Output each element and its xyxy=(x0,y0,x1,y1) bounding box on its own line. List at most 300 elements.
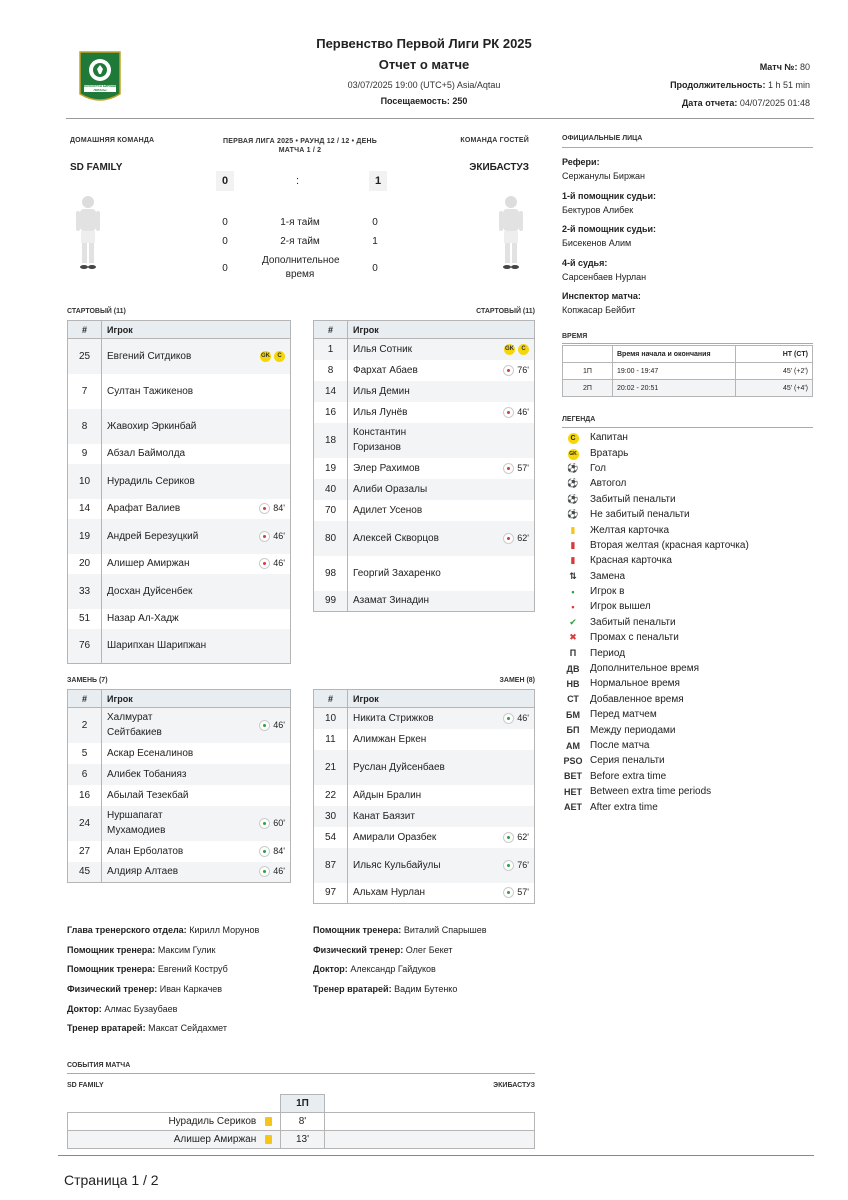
legend-item xyxy=(562,676,813,691)
events-col-period: 1П xyxy=(281,1095,325,1113)
event-minute: 13' xyxy=(281,1131,325,1149)
player-name: Арафат Валиев xyxy=(107,503,181,514)
player-cell xyxy=(102,464,291,499)
table-row xyxy=(68,862,291,883)
player-number: 8 xyxy=(314,360,348,381)
report-date-value: 04/07/2025 01:48 xyxy=(739,98,810,108)
player-number: 97 xyxy=(314,883,348,904)
player-name: Георгий Захаренко xyxy=(353,567,441,579)
player-cell xyxy=(348,500,535,521)
staff-role: Тренер вратарей: xyxy=(67,1023,146,1034)
sub-in-minute: 46' xyxy=(273,866,285,877)
legend-symbol-icon: PSO xyxy=(563,755,583,766)
player-name: Андрей Березуцкий xyxy=(107,530,199,542)
player-events xyxy=(503,461,529,476)
table-row xyxy=(68,499,291,519)
col-player: Игрок xyxy=(348,321,535,339)
legend-symbol-icon: БП xyxy=(566,725,580,736)
player-name: Альхам Нурлан xyxy=(353,887,426,899)
player-name: Нурадиль Сериков xyxy=(107,475,195,487)
half-row-1 xyxy=(210,212,390,232)
legend-item xyxy=(562,630,813,645)
legend-icon xyxy=(562,494,584,505)
player-name: Жавохир Эркинбай xyxy=(107,420,197,432)
player-events xyxy=(503,531,529,546)
legend-label: Капитан xyxy=(590,432,628,444)
time-times: 20:02 - 20:51 xyxy=(613,380,736,397)
player-events xyxy=(259,864,285,879)
sub-out-minute: 57' xyxy=(517,462,529,473)
official-entry xyxy=(562,222,813,256)
away-subs-table xyxy=(313,689,535,904)
legend-label: Период xyxy=(590,647,626,659)
player-name: Илья Лунёв xyxy=(353,406,408,418)
legend-label: После матча xyxy=(590,740,650,751)
time-table xyxy=(562,345,813,397)
legend-item xyxy=(562,538,813,553)
legend-label: Between extra time periods xyxy=(590,786,712,798)
legend-icon xyxy=(562,710,584,720)
legend-item xyxy=(562,599,813,614)
legend-heading: ЛЕГЕНДА xyxy=(562,416,596,423)
yellow-card-icon xyxy=(265,1117,272,1126)
player-events xyxy=(259,718,285,733)
table-row xyxy=(68,629,291,664)
table-row xyxy=(314,381,535,402)
home-team-name: SD FAMILY xyxy=(70,162,123,173)
home-starting-caption: СТАРТОВЫЙ (11) xyxy=(67,308,126,315)
away-team-name: ЭКИБАСТУЗ xyxy=(469,162,529,173)
player-cell xyxy=(102,574,291,609)
legend-label: Автогол xyxy=(590,478,627,490)
legend-label: After extra time xyxy=(590,801,658,813)
player-cell xyxy=(102,764,291,785)
sub-in-minute: 84' xyxy=(273,845,285,856)
legend-label: Серия пенальти xyxy=(590,755,665,767)
staff-role: Помощник тренера: xyxy=(313,925,402,935)
legend-symbol-icon: AET xyxy=(564,802,582,813)
table-row xyxy=(68,444,291,464)
sub-in-minute: 57' xyxy=(517,887,529,898)
legend-item xyxy=(562,445,813,460)
captain-badge-icon: C xyxy=(518,344,529,355)
round-line-1: ПЕРВАЯ ЛИГА 2025 • РАУНД 12 / 12 • ДЕНЬ xyxy=(223,138,377,145)
legend-item xyxy=(562,507,813,522)
duration-label: Продолжительность: xyxy=(670,80,766,90)
col-player: Игрок xyxy=(102,321,291,339)
player-events xyxy=(503,363,529,378)
halves-breakdown xyxy=(210,212,390,285)
player-cell xyxy=(348,360,535,381)
legend-symbol-icon: ⚽ xyxy=(567,462,579,473)
staff-entry xyxy=(313,964,553,984)
staff-entry xyxy=(67,1004,307,1024)
legend-symbol-icon: • xyxy=(571,586,575,597)
player-cell xyxy=(102,409,291,444)
legend-item xyxy=(562,753,813,768)
official-name: Бектуров Алибек xyxy=(562,204,634,215)
duration-value: 1 h 51 min xyxy=(767,80,810,90)
staff-name: Олег Бекет xyxy=(405,944,453,955)
player-number: 20 xyxy=(68,554,102,574)
legend-symbol-icon: C xyxy=(568,433,579,444)
table-row xyxy=(314,806,535,827)
legend-label: Добавленное время xyxy=(590,693,684,705)
legend-icon xyxy=(562,555,584,566)
half-1-home: 0 xyxy=(222,216,228,228)
table-row xyxy=(68,609,291,629)
staff-role: Глава тренерского отдела: xyxy=(67,925,187,935)
staff-entry xyxy=(67,984,307,1004)
table-row xyxy=(314,750,535,785)
player-out-icon xyxy=(503,407,514,418)
legend-symbol-icon: BET xyxy=(564,771,582,782)
player-number: 21 xyxy=(314,750,348,785)
player-cell xyxy=(102,841,291,862)
table-row xyxy=(314,785,535,806)
event-away-cell xyxy=(325,1113,535,1131)
staff-role: Доктор: xyxy=(67,1003,102,1014)
official-name: Сарсенбаев Нурлан xyxy=(562,271,647,282)
header-divider xyxy=(66,118,814,119)
legend-icon xyxy=(562,632,584,643)
away-starting-table xyxy=(313,320,535,612)
legend-item xyxy=(562,492,813,507)
legend-symbol-icon: • xyxy=(571,601,575,612)
player-name: Элер Рахимов xyxy=(353,462,420,474)
official-name: Серж​анулы Биржан xyxy=(562,171,645,181)
legend-symbol-icon: СТ xyxy=(567,694,579,705)
half-1-away: 0 xyxy=(372,216,378,228)
legend-label: Замена xyxy=(590,570,626,582)
table-row xyxy=(314,339,535,360)
event-home-cell xyxy=(68,1113,281,1131)
player-cell xyxy=(348,381,535,402)
player-name: Никита Стрижков xyxy=(353,712,434,724)
legend-label: Гол xyxy=(590,462,606,474)
legend-symbol-icon: ⚽ xyxy=(567,478,579,489)
away-starting-caption: СТАРТОВЫЙ (11) xyxy=(476,308,535,315)
legend-icon xyxy=(562,587,584,597)
player-name: Евгений Ситдиков xyxy=(107,350,192,362)
events-col-away xyxy=(325,1095,535,1113)
legend-icon xyxy=(562,694,584,704)
legend-symbol-icon: ▮ xyxy=(570,555,576,566)
player-out-icon xyxy=(503,533,514,544)
staff-entry xyxy=(313,945,553,965)
player-number: 10 xyxy=(314,708,348,729)
legend-symbol-icon: БМ xyxy=(566,709,580,720)
home-staff-list xyxy=(67,925,307,1043)
table-row xyxy=(314,458,535,479)
legend-icon xyxy=(562,525,584,536)
legend-symbol-icon: ДВ xyxy=(566,663,580,674)
officials-divider xyxy=(562,147,813,148)
col-number: # xyxy=(68,321,102,339)
table-row xyxy=(68,339,291,374)
player-number: 80 xyxy=(314,521,348,556)
legend-icon xyxy=(562,617,584,628)
player-name: Константин Горизанов xyxy=(353,427,407,453)
player-cell xyxy=(102,806,291,841)
legend-label: Желтая карточка xyxy=(590,524,670,536)
player-name: Абылай Тезекбай xyxy=(107,789,189,801)
table-row xyxy=(314,423,535,458)
player-cell xyxy=(348,708,535,729)
sub-out-minute: 46' xyxy=(273,558,285,568)
player-events xyxy=(503,405,529,420)
yellow-card-icon xyxy=(265,1135,272,1144)
legend-icon xyxy=(562,447,584,460)
legend-icon xyxy=(562,478,584,489)
staff-role: Физический тренер: xyxy=(67,984,158,995)
home-subs-table xyxy=(67,689,291,883)
staff-name: Александр Гайдуков xyxy=(350,964,436,975)
legend-icon xyxy=(562,787,584,797)
legend-item xyxy=(562,645,813,660)
attendance-value: 250 xyxy=(452,96,468,106)
table-row xyxy=(68,785,291,806)
legend-symbol-icon: HET xyxy=(564,786,582,797)
legend-item xyxy=(562,553,813,568)
table-row xyxy=(68,841,291,862)
player-cell xyxy=(102,743,291,764)
legend-label: Промах с пенальти xyxy=(590,632,679,644)
time-period: 1П xyxy=(563,363,613,380)
officials-heading: ОФИЦИАЛЬНЫЕ ЛИЦА xyxy=(562,135,643,142)
player-number: 27 xyxy=(68,841,102,862)
player-cell xyxy=(102,499,291,519)
player-out-icon xyxy=(503,365,514,376)
sub-in-minute: 62' xyxy=(517,831,529,842)
table-row xyxy=(314,729,535,750)
score-separator: : xyxy=(296,175,300,187)
staff-entry xyxy=(67,925,307,945)
player-cell xyxy=(348,423,535,458)
player-name: Алдияр Алтаев xyxy=(107,866,179,878)
official-role: 4-й судья: xyxy=(562,257,608,268)
legend-label: Нормальное время xyxy=(590,678,680,690)
player-name: Азамат Зинадин xyxy=(353,595,430,607)
round-caption xyxy=(210,137,390,155)
home-starting-table xyxy=(67,320,291,664)
player-cell xyxy=(348,521,535,556)
player-in-icon xyxy=(503,860,514,871)
col-number: # xyxy=(68,690,102,708)
legend-label: Забитый пенальти xyxy=(590,493,676,505)
player-cell xyxy=(102,374,291,409)
legend-symbol-icon: ⚽ xyxy=(567,493,579,504)
player-in-icon xyxy=(259,818,270,829)
player-cell xyxy=(348,785,535,806)
player-cell xyxy=(348,827,535,848)
player-number: 87 xyxy=(314,848,348,883)
table-row xyxy=(68,464,291,499)
player-number: 99 xyxy=(314,591,348,612)
time-col-times: Время начала и окончания xyxy=(613,346,736,363)
table-row xyxy=(68,708,291,743)
half-row-2 xyxy=(210,232,390,251)
attendance-label: Посещаемость: xyxy=(380,96,450,106)
legend-symbol-icon: П xyxy=(569,648,577,659)
home-player-figure-icon xyxy=(74,195,102,263)
extra-away: 0 xyxy=(372,262,378,274)
player-cell xyxy=(348,339,535,360)
player-name: Алибек Тобанияз xyxy=(107,768,187,780)
player-number: 30 xyxy=(314,806,348,827)
player-in-icon xyxy=(259,720,270,731)
legend-divider xyxy=(562,427,813,428)
player-events xyxy=(259,816,285,831)
time-heading: ВРЕМЯ xyxy=(562,333,588,340)
official-role: Инспектор матча: xyxy=(562,291,641,301)
player-out-icon xyxy=(259,558,270,569)
half-row-extra xyxy=(210,251,390,285)
staff-name: Алмас Бузаубаев xyxy=(104,1003,178,1014)
legend-item xyxy=(562,461,813,476)
player-name: Нуршапагат Мухамодиев xyxy=(107,810,166,836)
player-name: Султан Тажикенов xyxy=(107,385,194,397)
legend-icon xyxy=(562,648,584,658)
table-header-row xyxy=(68,321,291,339)
player-cell xyxy=(348,750,535,785)
player-number: 14 xyxy=(314,381,348,402)
player-cell xyxy=(348,806,535,827)
legend-item xyxy=(562,799,813,814)
player-events xyxy=(503,830,529,845)
legend-item xyxy=(562,584,813,599)
match-datetime: 03/07/2025 19:00 (UTC+5) Asia/Aqtau xyxy=(347,80,501,90)
table-row xyxy=(314,591,535,612)
player-name: Шарипхан Шарипжан xyxy=(107,640,207,652)
table-header-row xyxy=(314,321,535,339)
player-events xyxy=(259,844,285,859)
table-row xyxy=(68,806,291,841)
official-role: 1-й помощник судьи: xyxy=(562,190,657,201)
half-2-label: 2-я тайм xyxy=(280,236,320,247)
events-col-home xyxy=(68,1095,281,1113)
player-cell xyxy=(102,339,291,374)
away-subs-caption: ЗАМЕН (8) xyxy=(499,677,535,684)
event-row xyxy=(68,1131,535,1149)
captain-badge-icon: C xyxy=(274,351,285,362)
legend-label: Дополнительное время xyxy=(590,663,700,675)
staff-role: Помощник тренера: xyxy=(67,944,156,955)
event-away-cell xyxy=(325,1131,535,1149)
legend-label: Красная карточка xyxy=(590,555,672,567)
staff-name: Вадим Бутенко xyxy=(394,984,458,995)
table-row xyxy=(68,743,291,764)
events-divider xyxy=(67,1073,535,1074)
player-name: Аскар Есеналинов xyxy=(107,747,194,759)
legend-symbol-icon: ⇅ xyxy=(569,570,577,581)
legend-label: Не забитый пенальти xyxy=(590,509,690,521)
time-col-ht: HT (CT) xyxy=(736,346,813,363)
player-name: Абзал Баймолда xyxy=(107,448,186,459)
player-events xyxy=(504,344,529,355)
events-heading: СОБЫТИЯ МАТЧА xyxy=(67,1062,131,1069)
player-events xyxy=(503,858,529,873)
player-cell xyxy=(102,554,291,574)
legend-symbol-icon: GK xyxy=(568,449,579,460)
player-name: Алиби Оразалы xyxy=(353,483,428,495)
time-divider xyxy=(562,343,813,344)
legend-item xyxy=(562,722,813,737)
official-entry xyxy=(562,155,813,189)
legend-label: Забитый пенальти xyxy=(590,616,676,628)
legend-symbol-icon: ⚽ xyxy=(567,509,579,520)
table-row xyxy=(68,409,291,444)
player-events xyxy=(259,529,285,544)
player-events xyxy=(503,711,529,726)
legend-icon xyxy=(562,509,584,520)
player-number: 25 xyxy=(68,339,102,374)
staff-name: Виталий Спарышев xyxy=(403,925,487,935)
extra-label: Дополнительное время xyxy=(262,255,340,280)
table-row xyxy=(314,848,535,883)
legend-item xyxy=(562,476,813,491)
player-number: 98 xyxy=(314,556,348,591)
table-row xyxy=(314,883,535,904)
table-row xyxy=(68,374,291,409)
report-subtitle: Отчет о матче xyxy=(378,57,470,72)
goalkeeper-badge-icon: GK xyxy=(504,344,515,355)
goalkeeper-badge-icon: GK xyxy=(260,351,271,362)
col-number: # xyxy=(314,690,348,708)
round-line-2: МАТЧА 1 / 2 xyxy=(278,147,322,154)
player-name: Алан Ерболатов xyxy=(107,845,184,857)
player-events xyxy=(259,556,285,571)
player-cell xyxy=(102,609,291,629)
player-number: 16 xyxy=(68,785,102,806)
official-name: Копжасар Бейбит xyxy=(562,305,636,315)
player-number: 6 xyxy=(68,764,102,785)
table-row xyxy=(68,554,291,574)
legend-label: Игрок в xyxy=(590,586,625,598)
player-out-icon xyxy=(259,503,270,514)
player-in-icon xyxy=(503,713,514,724)
player-number: 14 xyxy=(68,499,102,519)
time-times: 19:00 - 19:47 xyxy=(613,363,736,380)
extra-home: 0 xyxy=(222,262,228,274)
event-minute: 8' xyxy=(281,1113,325,1131)
events-table xyxy=(67,1094,535,1149)
event-home-cell xyxy=(68,1131,281,1149)
legend-icon xyxy=(562,602,584,612)
legend-icon xyxy=(562,679,584,689)
staff-role: Физический тренер: xyxy=(313,944,404,955)
legend-icon xyxy=(562,664,584,674)
legend-icon xyxy=(562,540,584,551)
away-staff-list xyxy=(313,925,553,1004)
legend-icon xyxy=(562,432,584,444)
away-player-figure-icon xyxy=(497,195,525,263)
player-name: Канат Баязит xyxy=(353,810,415,822)
player-number: 76 xyxy=(68,629,102,664)
player-events xyxy=(503,885,529,900)
away-team-caption: КОМАНДА ГОСТЕЙ xyxy=(460,137,529,144)
time-ht: 45' (+4') xyxy=(736,380,813,397)
player-name: Илья Сотник xyxy=(353,343,413,355)
player-number: 11 xyxy=(314,729,348,750)
official-name: Бисекенов Алим xyxy=(562,238,632,248)
legend-list xyxy=(562,430,813,815)
half-1-label: 1-я тайм xyxy=(280,216,320,228)
home-subs-caption: ЗАМЕНЬ (7) xyxy=(67,677,108,684)
sub-out-minute: 76' xyxy=(517,364,529,375)
legend-icon xyxy=(562,802,584,812)
staff-role: Тренер вратарей: xyxy=(313,984,392,995)
